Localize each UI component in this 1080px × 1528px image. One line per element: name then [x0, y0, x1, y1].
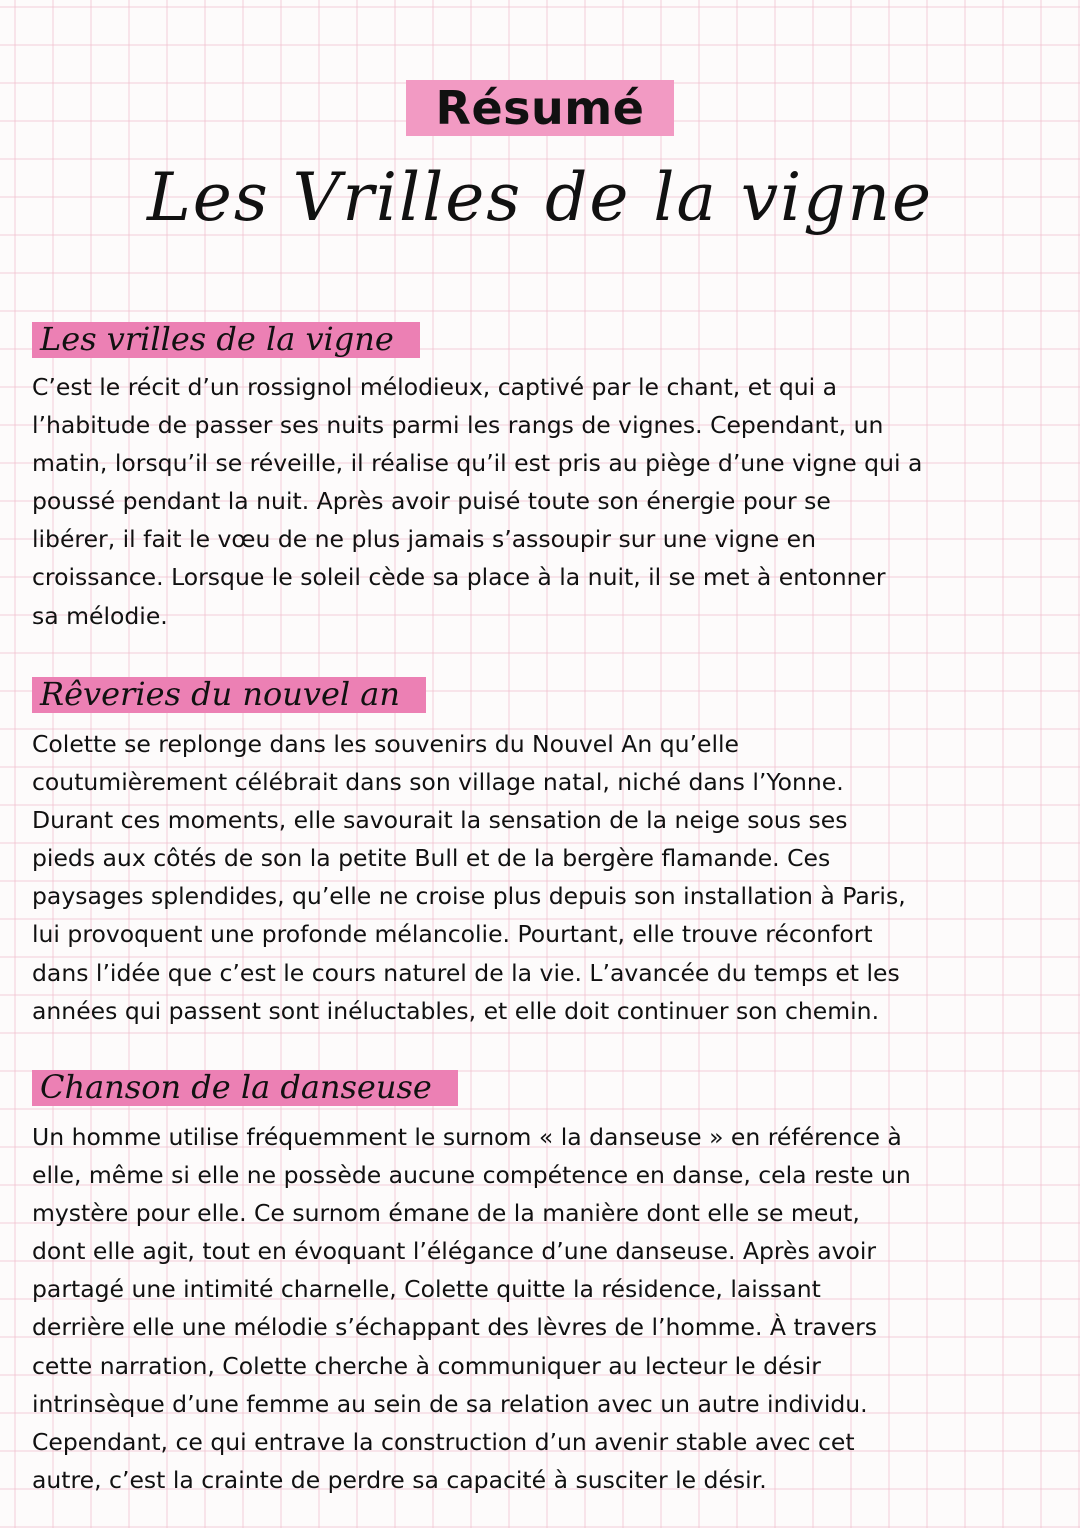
text-line: années qui passent sont inéluctables, et elle doit continuer son chemin. [32, 996, 880, 1025]
page-title: Les Vrilles de la vigne [146, 159, 934, 236]
text-line: libérer, il fait le vœu de ne plus jamais s’assoupir sur une vigne en [32, 525, 816, 554]
text-line: sa mélodie. [32, 601, 168, 630]
text-line: coutumièrement célébrait dans son village natal, niché dans l’Yonne. [32, 768, 844, 797]
text-line: matin, lorsqu’il se réveille, il réalise qu’il est pris au piège d’une vigne qui a [32, 449, 923, 478]
text-line: lui provoquent une profonde mélancolie. Pourtant, elle trouve réconfort [32, 920, 873, 949]
text-line: poussé pendant la nuit. Après avoir puisé toute son énergie pour se [32, 487, 831, 516]
text-line: croissance. Lorsque le soleil cède sa place à la nuit, il se met à entonner [32, 563, 886, 592]
text-line: cette narration, Colette cherche à communiquer au lecteur le désir [32, 1351, 821, 1380]
section-body-chanson [32, 1118, 1062, 1499]
text-line: autre, c’est la crainte de perdre sa capacité à susciter le désir. [32, 1465, 767, 1494]
text-line: dont elle agit, tout en évoquant l’élégance d’une danseuse. Après avoir [32, 1237, 877, 1266]
section-title-vrilles: Les vrilles de la vigne [32, 322, 420, 358]
text-line: partagé une intimité charnelle, Colette quitte la résidence, laissant [32, 1275, 821, 1304]
text-line: l’habitude de passer ses nuits parmi les rangs de vignes. Cependant, un [32, 411, 884, 440]
text-line: pieds aux côtés de son la petite Bull et de la bergère flamande. Ces [32, 844, 831, 873]
section-body-vrilles [32, 368, 1062, 635]
text-line: C’est le récit d’un rossignol mélodieux, captivé par le chant, et qui a [32, 373, 838, 401]
text-line: derrière elle une mélodie s’échappant des lèvres de l’homme. À travers [32, 1313, 878, 1342]
text-line: elle, même si elle ne possède aucune compétence en danse, cela reste un [32, 1161, 911, 1190]
text-line: dans l’idée que c’est le cours naturel de la vie. L’avancée du temps et les [32, 958, 900, 987]
section-body-reveries [32, 725, 1062, 1030]
text-line: Colette se replonge dans les souvenirs du Nouvel An qu’elle [32, 730, 739, 758]
text-line: Un homme utilise fréquemment le surnom « la danseuse » en référence à [32, 1123, 902, 1151]
text-line: mystère pour elle. Ce surnom émane de la manière dont elle se meut, [32, 1199, 860, 1228]
text-line: paysages splendides, qu’elle ne croise plus depuis son installation à Paris, [32, 882, 906, 911]
text-line: Cependant, ce qui entrave la construction d’un avenir stable avec cet [32, 1427, 855, 1456]
section-title-chanson: Chanson de la danseuse [32, 1070, 458, 1106]
text-line: intrinsèque d’une femme au sein de sa relation avec un autre individu. [32, 1389, 868, 1418]
section-title-reveries: Rêveries du nouvel an [32, 677, 426, 713]
text-line: Durant ces moments, elle savourait la sensation de la neige sous ses [32, 806, 848, 835]
resume-badge: Résumé [406, 80, 675, 136]
